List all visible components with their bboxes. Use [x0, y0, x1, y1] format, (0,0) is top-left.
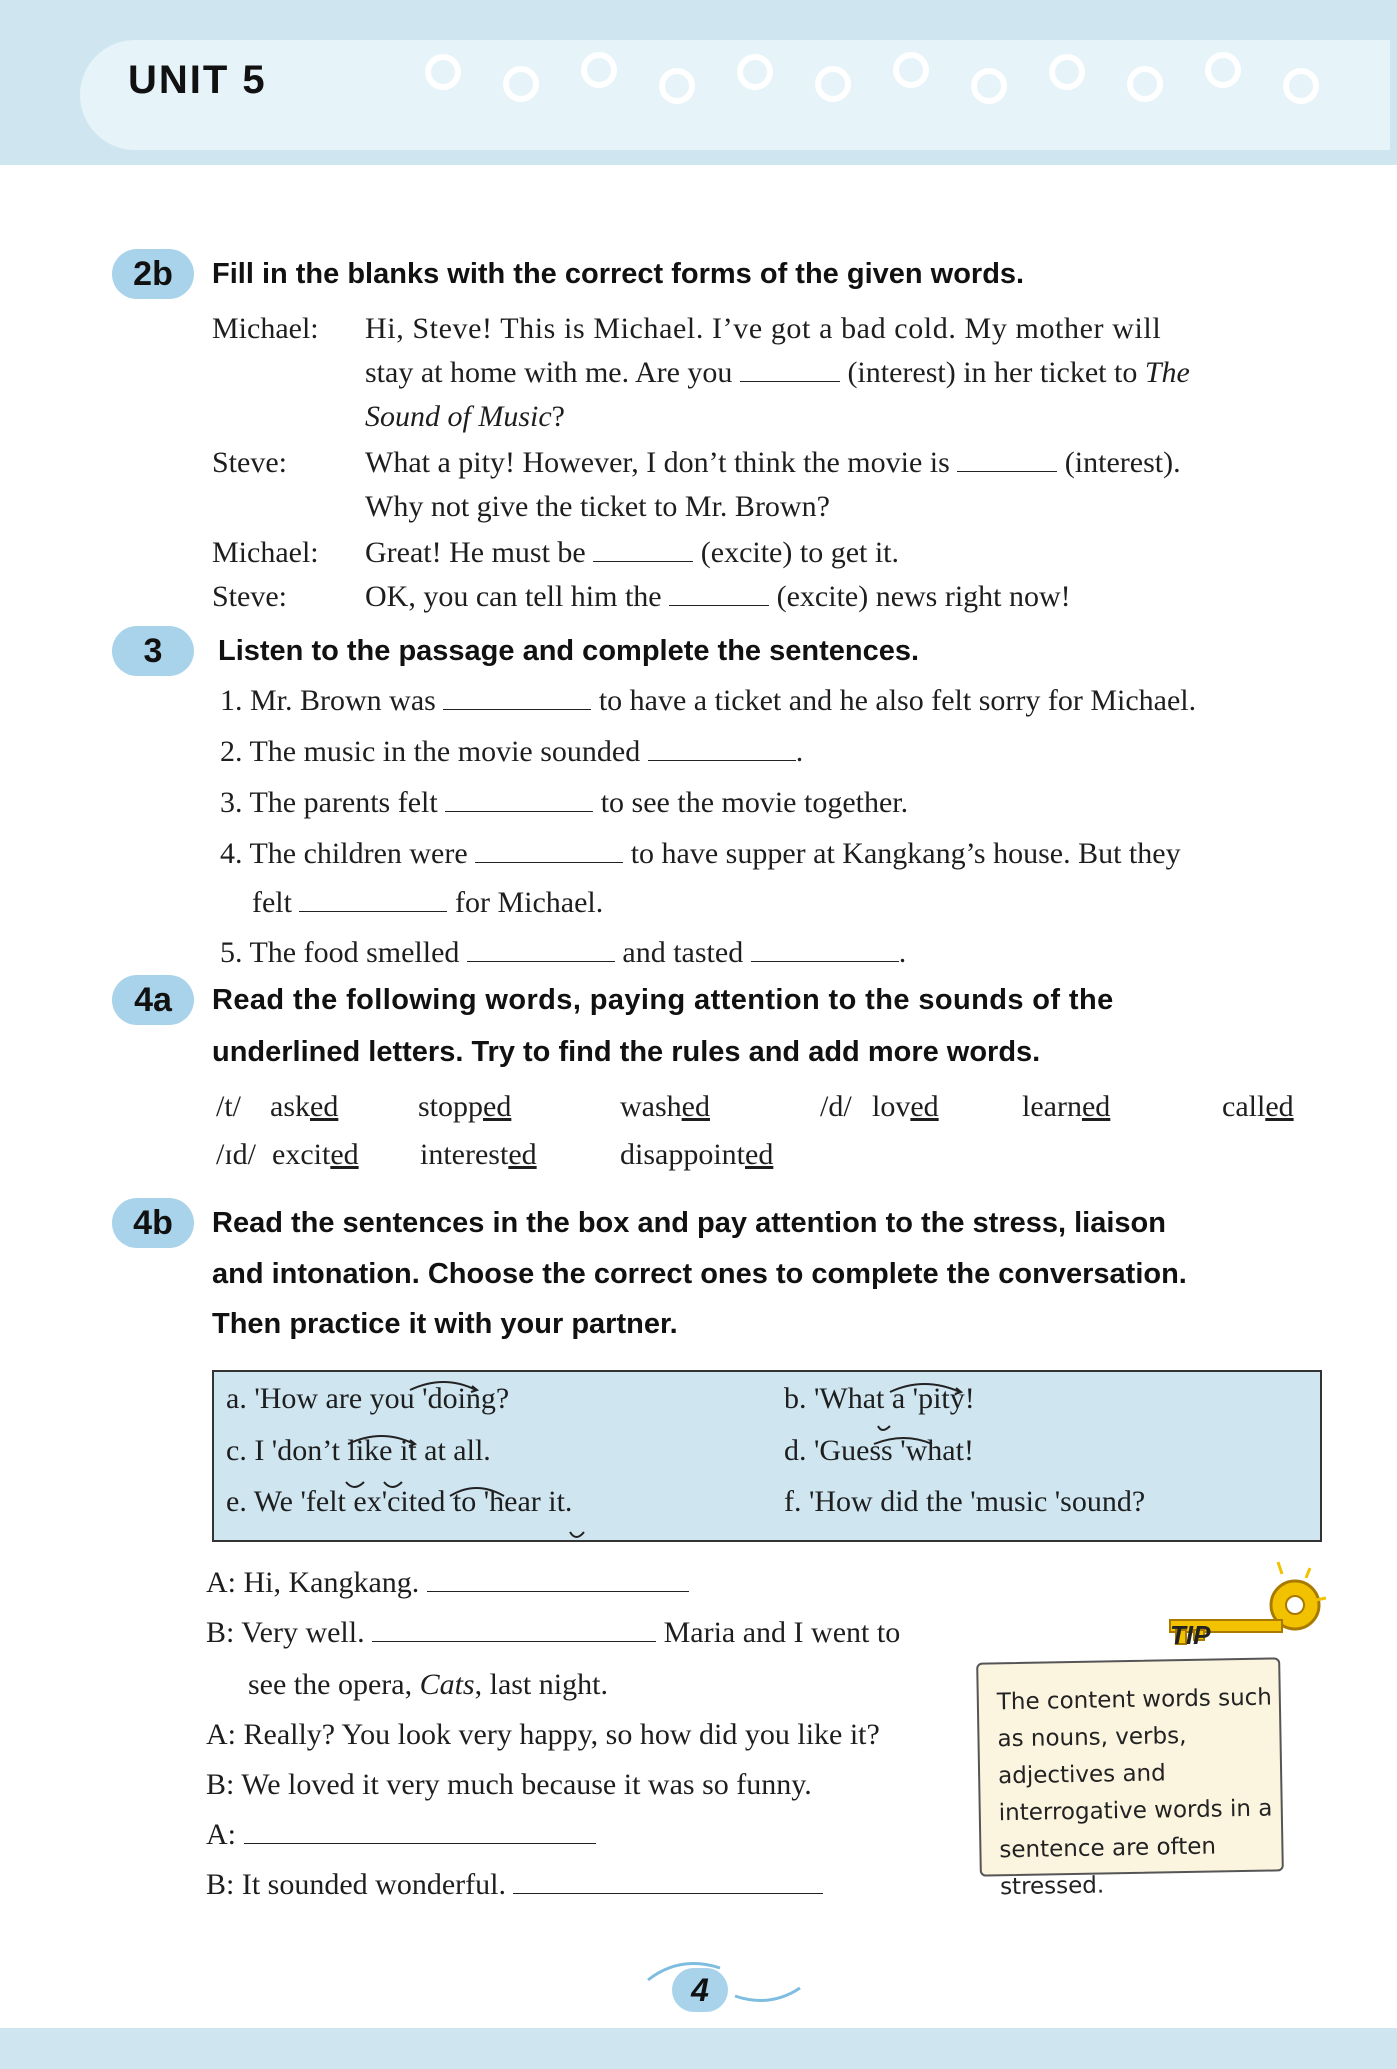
key-icon — [1160, 1560, 1330, 1670]
example-word: disappointed — [620, 1138, 774, 1171]
sentence-item: 2. The music in the movie sounded . — [220, 735, 804, 768]
answer-blank[interactable] — [648, 736, 796, 761]
dialog-line: Sound of Music? — [365, 400, 565, 433]
phrase-box — [212, 1370, 1322, 1542]
example-word: interested — [420, 1138, 537, 1171]
phoneme-label: /d/ — [820, 1090, 852, 1123]
phoneme-label: /t/ — [216, 1090, 242, 1123]
phrase-option-a: a. 'How are you 'doing? — [226, 1382, 510, 1415]
sentence-item: 1. Mr. Brown was to have a ticket and he also felt sorry for Michael. — [220, 684, 1197, 717]
answer-blank[interactable] — [475, 838, 623, 863]
dialog-line: B: We loved it very much because it was so funny. — [206, 1768, 812, 1801]
dialog-line: Hi, Steve! This is Michael. I’ve got a bad cold. My mother will — [365, 312, 1162, 345]
phrase-option-d: d. 'Guess 'what! — [784, 1434, 974, 1467]
sentence-item: 5. The food smelled and tasted . — [220, 936, 907, 969]
answer-blank[interactable] — [593, 537, 693, 562]
example-word: washed — [620, 1090, 710, 1123]
sentence-item: 4. The children were to have supper at Kangkang’s house. But they — [220, 837, 1181, 870]
speaker-label: Steve: — [212, 446, 287, 479]
answer-blank[interactable] — [299, 887, 447, 912]
dialog-line: Great! He must be (excite) to get it. — [365, 536, 900, 569]
answer-blank[interactable] — [427, 1567, 689, 1592]
answer-blank[interactable] — [443, 685, 591, 710]
dialog-line: OK, you can tell him the (excite) news right now! — [365, 580, 1071, 613]
instruction-3: Listen to the passage and complete the sentences. — [218, 635, 920, 667]
section-badge-4b: 4b — [112, 1198, 194, 1248]
decorative-rings — [425, 52, 1385, 122]
tip-label: TIP — [1170, 1620, 1211, 1650]
instruction-4b-line1: Read the sentences in the box and pay attention to the stress, liaison — [212, 1207, 1166, 1239]
liaison-marks — [214, 1372, 1320, 1540]
instruction-2b: Fill in the blanks with the correct forms of the given words. — [212, 258, 1025, 290]
section-badge-3: 3 — [112, 626, 194, 676]
answer-blank[interactable] — [669, 581, 769, 606]
phrase-option-b: b. 'What a 'pity! — [784, 1382, 975, 1415]
tip-text: The content words such as nouns, verbs, adjectives and interrogative words in a sentence are often stressed. — [996, 1684, 1273, 1901]
footer-band — [0, 2028, 1397, 2069]
phoneme-label: /ɪd/ — [216, 1138, 257, 1171]
answer-blank[interactable] — [751, 937, 899, 962]
example-word: loved — [872, 1090, 939, 1123]
speaker-label: Steve: — [212, 580, 287, 613]
dialog-line: B: It sounded wonderful. — [206, 1868, 823, 1902]
answer-blank[interactable] — [740, 357, 840, 382]
answer-blank[interactable] — [372, 1617, 656, 1642]
instruction-4b-line3: Then practice it with your partner. — [212, 1308, 678, 1340]
dialog-line: stay at home with me. Are you (interest) in her ticket to The — [365, 356, 1190, 389]
sentence-item: felt for Michael. — [252, 886, 604, 919]
section-badge-4a: 4a — [112, 975, 194, 1025]
dialog-line: A: Hi, Kangkang. — [206, 1566, 689, 1600]
phrase-option-f: f. 'How did the 'music 'sound? — [784, 1485, 1146, 1518]
dialog-line: Why not give the ticket to Mr. Brown? — [365, 490, 830, 523]
speaker-label: Michael: — [212, 312, 319, 345]
instruction-4a-line1: Read the following words, paying attention to the sounds of the — [212, 984, 1114, 1016]
phrase-option-e: e. We 'felt ex'cited to 'hear it. — [226, 1485, 573, 1518]
example-word: called — [1222, 1090, 1294, 1123]
answer-blank[interactable] — [513, 1869, 823, 1894]
dialog-line: see the opera, Cats, last night. — [248, 1668, 608, 1701]
instruction-4a-line2: underlined letters. Try to find the rules and add more words. — [212, 1036, 1041, 1068]
dialog-line: A: Really? You look very happy, so how did you like it? — [206, 1718, 880, 1751]
example-word: excited — [272, 1138, 359, 1171]
tip-note — [976, 1657, 1284, 1901]
section-badge-2b: 2b — [112, 249, 194, 299]
instruction-4b-line2: and intonation. Choose the correct ones to complete the conversation. — [212, 1258, 1187, 1290]
example-word: stopped — [418, 1090, 512, 1123]
dialog-line: A: — [206, 1818, 596, 1852]
page-number: 4 — [672, 1968, 728, 2012]
sentence-item: 3. The parents felt to see the movie together. — [220, 786, 909, 819]
dialog-line: What a pity! However, I don’t think the movie is (interest). — [365, 446, 1181, 479]
answer-blank[interactable] — [467, 937, 615, 962]
speaker-label: Michael: — [212, 536, 319, 569]
answer-blank[interactable] — [445, 787, 593, 812]
answer-blank[interactable] — [957, 447, 1057, 472]
phrase-option-c: c. I 'don’t like it at all. — [226, 1434, 491, 1467]
unit-title: UNIT 5 — [128, 58, 267, 102]
answer-blank[interactable] — [244, 1819, 596, 1844]
dialog-line: B: Very well. Maria and I went to — [206, 1616, 901, 1649]
example-word: learned — [1022, 1090, 1111, 1123]
example-word: asked — [270, 1090, 339, 1123]
